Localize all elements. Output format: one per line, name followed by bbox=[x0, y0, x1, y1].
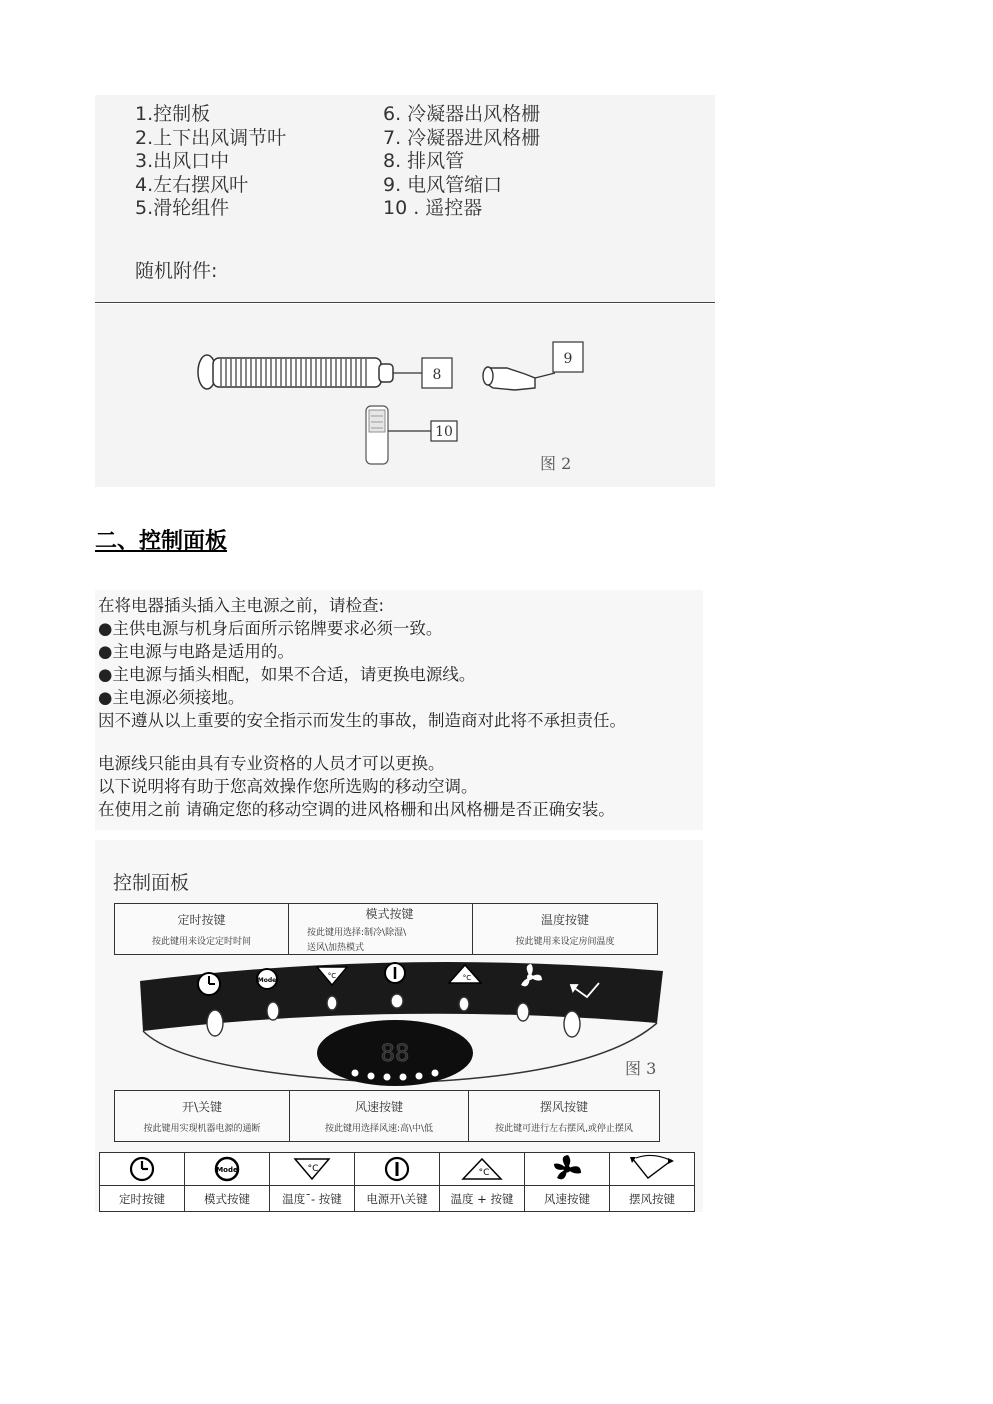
part-item: 6. 冷凝器出风格栅 bbox=[383, 103, 541, 125]
label-desc: 按此键用选择:制冷\除湿\ bbox=[307, 928, 407, 938]
figure-2 bbox=[95, 304, 715, 487]
part-item: 7. 冷凝器进风格栅 bbox=[383, 126, 541, 149]
label-desc: 按此键用来设定房间温度 bbox=[515, 937, 615, 947]
clock-icon bbox=[123, 1155, 161, 1183]
label-title: 定时按键 bbox=[177, 913, 226, 927]
section-title: 二、控制面板 bbox=[95, 529, 228, 554]
legend-fan bbox=[525, 1153, 610, 1211]
note-line: 电源线只能由具有专业资格的人员才可以更换。 bbox=[98, 754, 445, 773]
note-line: 以下说明将有助于您高效操作您所选购的移动空调。 bbox=[98, 777, 478, 796]
timer-button bbox=[207, 1010, 223, 1036]
label-desc: 按此键用选择风速:高\中\低 bbox=[324, 1124, 434, 1134]
accessories-illustration bbox=[95, 304, 715, 487]
legend-swing bbox=[610, 1153, 694, 1211]
legend-label: 温度 + 按键 bbox=[450, 1191, 514, 1206]
mode-icon bbox=[257, 969, 277, 989]
power-button bbox=[391, 994, 403, 1008]
label-title: 开\关键 bbox=[181, 1100, 223, 1114]
swing-button bbox=[564, 1011, 580, 1037]
temp-up-button bbox=[459, 997, 469, 1011]
part-item: 9. 电风管缩口 bbox=[383, 173, 503, 196]
power-icon bbox=[385, 963, 405, 983]
swing-label-cell bbox=[469, 1091, 659, 1141]
temp-up-icon-text: °C bbox=[462, 974, 472, 982]
label-title: 温度按键 bbox=[540, 913, 589, 927]
note-line: ●主电源与插头相配，如果不合适，请更换电源线。 bbox=[98, 665, 476, 684]
bottom-button-labels bbox=[114, 1090, 660, 1142]
parts-list-left bbox=[135, 103, 286, 221]
mode-label-cell bbox=[289, 904, 473, 954]
part-item: 3.出风口中 bbox=[135, 150, 230, 172]
hose-nozzle-drawing bbox=[483, 342, 583, 390]
callout-10: 10 bbox=[435, 424, 453, 440]
parts-list-right bbox=[383, 103, 540, 221]
part-item: 8. 排风管 bbox=[383, 150, 465, 172]
label-desc: 按此键用来设定定时时间 bbox=[151, 937, 251, 947]
legend-power bbox=[355, 1153, 440, 1211]
divider bbox=[95, 302, 715, 303]
part-item: 2.上下出风调节叶 bbox=[135, 126, 287, 149]
fan-button bbox=[517, 1003, 529, 1021]
figure-2-caption: 图 2 bbox=[540, 454, 572, 473]
power-icon bbox=[378, 1155, 416, 1183]
legend-timer bbox=[100, 1153, 185, 1211]
remote-control-drawing bbox=[366, 406, 457, 464]
label-desc: 送风\加热模式 bbox=[307, 943, 365, 953]
temp-up-icon-text: °C bbox=[478, 1168, 490, 1178]
note-line: ●主电源与电路是适用的。 bbox=[98, 642, 294, 661]
legend-label: 摆风按键 bbox=[629, 1191, 675, 1206]
control-panel-drawing bbox=[95, 953, 703, 1093]
clock-icon bbox=[198, 973, 220, 995]
legend-label: 温度ˉ- 按键 bbox=[282, 1191, 342, 1206]
fan-icon bbox=[548, 1154, 586, 1184]
label-title: 模式按键 bbox=[365, 907, 414, 921]
label-title: 风速按键 bbox=[354, 1100, 403, 1114]
legend-label: 模式按键 bbox=[204, 1191, 250, 1206]
mode-icon-text: Mode bbox=[257, 977, 277, 984]
legend-label: 定时按键 bbox=[119, 1191, 165, 1206]
temp-down-icon-text: °C bbox=[307, 1164, 319, 1174]
note-line: ●主供电源与机身后面所示铭牌要求必须一致。 bbox=[98, 619, 443, 638]
display-digits: 88 bbox=[380, 1039, 410, 1067]
part-item: 1.控制板 bbox=[135, 103, 211, 125]
label-title: 摆风按键 bbox=[539, 1100, 588, 1114]
label-desc: 按此键可进行左右摆风,或停止摆风 bbox=[495, 1124, 633, 1134]
power-label-cell bbox=[115, 1091, 290, 1141]
mode-icon-text: Mode bbox=[216, 1166, 238, 1174]
accessories-label: 随机附件: bbox=[135, 260, 218, 282]
temp-down-button bbox=[327, 996, 337, 1010]
figure-3-caption: 图 3 bbox=[625, 1059, 657, 1078]
temp-down-icon-text: °C bbox=[327, 972, 337, 980]
part-item: 4.左右摆风叶 bbox=[135, 173, 249, 196]
swing-icon bbox=[626, 1154, 678, 1184]
icon-legend-table bbox=[99, 1152, 695, 1212]
temp-up-icon bbox=[457, 1155, 507, 1183]
note-line: 因不遵从以上重要的安全指示而发生的事故，制造商对此将不承担责任。 bbox=[98, 711, 626, 730]
safety-notes bbox=[95, 590, 703, 830]
legend-mode bbox=[185, 1153, 270, 1211]
legend-label: 风速按键 bbox=[544, 1191, 590, 1206]
legend-temp-up bbox=[440, 1153, 525, 1211]
part-item: 5.滑轮组件 bbox=[135, 197, 230, 219]
temp-down-icon bbox=[290, 1155, 334, 1183]
note-line: 在使用之前 请确定您的移动空调的进风格栅和出风格栅是否正确安装。 bbox=[98, 800, 615, 819]
mode-button bbox=[267, 1002, 279, 1020]
legend-temp-down bbox=[270, 1153, 355, 1211]
note-line: 在将电器插头插入主电源之前，请检查: bbox=[98, 596, 385, 615]
fan-label-cell bbox=[290, 1091, 469, 1141]
callout-9: 9 bbox=[563, 351, 573, 367]
top-button-labels bbox=[114, 903, 658, 955]
mode-icon bbox=[208, 1155, 246, 1183]
exhaust-hose-drawing bbox=[198, 355, 452, 389]
label-desc: 按此键用实现机器电源的通断 bbox=[143, 1124, 261, 1134]
part-item: 10 . 遥控器 bbox=[383, 197, 483, 219]
callout-8: 8 bbox=[432, 367, 442, 383]
note-line: ●主电源必须接地。 bbox=[98, 688, 245, 707]
legend-label: 电源开\关键 bbox=[366, 1191, 428, 1206]
timer-label-cell bbox=[115, 904, 289, 954]
temp-label-cell bbox=[473, 904, 657, 954]
control-panel-title: 控制面板 bbox=[113, 872, 190, 894]
